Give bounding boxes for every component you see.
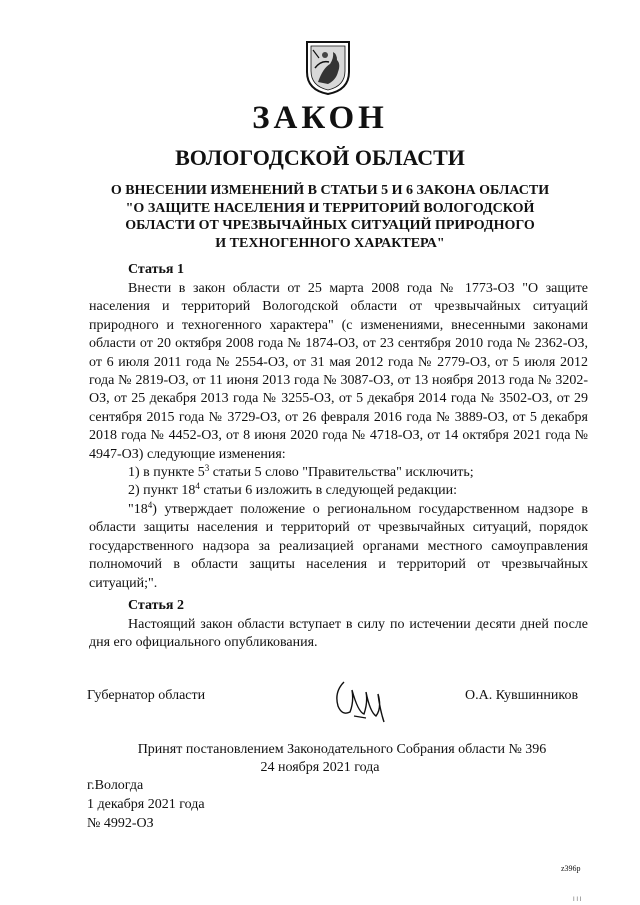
article-2-heading: Статья 2 bbox=[128, 598, 184, 613]
article-1-heading: Статья 1 bbox=[128, 262, 184, 277]
law-title: ЗАКОН bbox=[252, 100, 388, 136]
governor-title: Губернатор области bbox=[87, 688, 206, 703]
law-subject-title bbox=[80, 182, 580, 252]
corner-marks: I I I bbox=[573, 897, 582, 903]
document-number: № 4992-ОЗ bbox=[87, 816, 154, 831]
article-2-text: Настоящий закон области вступает в силу по истечении десяти дней после дня его официального опубликования. bbox=[89, 617, 588, 651]
document-date: 1 декабря 2021 года bbox=[87, 797, 205, 812]
article-1-intro: Внести в закон области от 25 марта 2008 года № 1773-ОЗ "О защите населения и территорий Вологодской области от чрезвычайных ситуаций природного и техногенного характера" (с изменениями, внесенными законами области от 20 октября 2008 года № 1874-ОЗ, от 23 сентября 2010 года № 2362-ОЗ, от 6 июля 2011 года № 2554-ОЗ, от 31 мая 2012 года № 2779-ОЗ, от 5 июля 2012 года № 2819-ОЗ, от 11 июня 2013 года № 3087-ОЗ, от 13 ноября 2013 года № 3202-ОЗ, от 25 декабря 2013 года № 3255-ОЗ, от 5 декабря 2014 года № 3502-ОЗ, от 29 сентября 2015 года № 3729-ОЗ, от 26 февраля 2016 года № 3889-ОЗ, от 5 декабря 2018 года № 4452-ОЗ, от 8 июня 2020 года № 4718-ОЗ, от 14 октября 2021 года № 4947-ОЗ) следующие изменения: bbox=[89, 281, 588, 462]
region-title: ВОЛОГОДСКОЙ ОБЛАСТИ bbox=[175, 145, 465, 170]
article-1-body bbox=[89, 280, 588, 593]
article-1-item-1: 1) в пункте $5^3$ статьи 5 слово "Правительства" исключить; bbox=[128, 463, 474, 481]
adoption-line-1: Принят постановлением Законодательного Собрания области № 396 bbox=[137, 742, 547, 757]
adoption-date: 24 ноября 2021 года bbox=[260, 760, 380, 775]
subject-line: О ВНЕСЕНИИ ИЗМЕНЕНИЙ В СТАТЬИ 5 И 6 ЗАКОНА ОБЛАСТИ bbox=[110, 183, 550, 198]
subject-line: "О ЗАЩИТЕ НАСЕЛЕНИЯ И ТЕРРИТОРИЙ ВОЛОГОДСКОЙ bbox=[125, 200, 535, 216]
governor-name: О.А. Кувшинников bbox=[465, 688, 579, 703]
article-2-body bbox=[89, 616, 588, 653]
reference-code: z396p bbox=[561, 864, 581, 873]
article-1-quoted-text: "$18^4$) утверждает положение о региональном государственном надзоре в области защиты населения и территорий от чрезвычайных ситуаций, порядок государственного надзора за реализацией органами местного самоуправления полномочий в области защиты населения и территорий от чрезвычайных ситуаций;". bbox=[89, 499, 588, 591]
article-1-item-2: 2) пункт $18^4$ статьи 6 изложить в следующей редакции: bbox=[128, 481, 458, 499]
handwritten-signature bbox=[330, 672, 390, 728]
subject-line: И ТЕХНОГЕННОГО ХАРАКТЕРА" bbox=[215, 235, 445, 251]
document-city: г.Вологда bbox=[87, 778, 144, 793]
subject-line: ОБЛАСТИ ОТ ЧРЕЗВЫЧАЙНЫХ СИТУАЦИЙ ПРИРОДНОГО bbox=[125, 218, 535, 233]
coat-of-arms-emblem bbox=[303, 38, 353, 96]
